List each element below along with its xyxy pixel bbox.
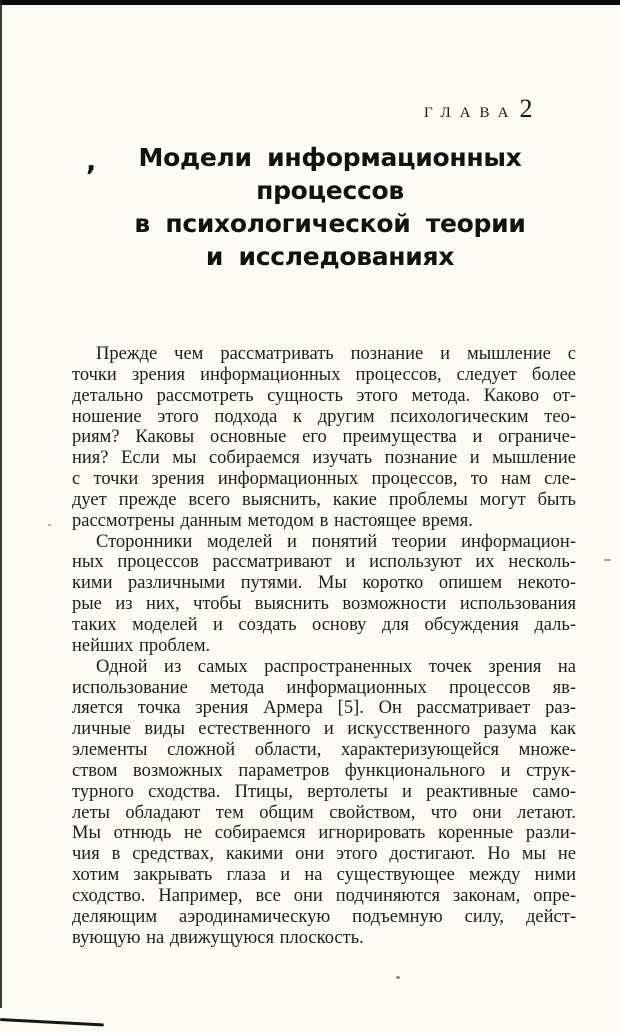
ink-speck	[48, 524, 51, 526]
paragraph	[72, 344, 576, 532]
body-line: турного сходства. Птицы, вертолеты и реактивные само-	[72, 781, 576, 802]
chapter-number: 2	[519, 94, 533, 123]
chapter-title-line: в психологической теории	[134, 209, 526, 238]
margin-comma-mark: ,	[86, 146, 97, 177]
body-line: кими различными путями. Мы коротко опишем некото-	[72, 573, 576, 594]
chapter-title-line: и исследованиях	[205, 242, 455, 271]
body-line: леты обладают тем общим свойством, что они летают.	[72, 802, 576, 823]
ink-speck	[604, 559, 611, 561]
body-line: Прежде чем рассматривать познание и мышление с	[96, 344, 576, 364]
body-line: личные виды естественного и искусственного разума как	[72, 719, 576, 740]
body-line: дует прежде всего выяснить, какие проблемы могут быть	[72, 489, 576, 510]
body-line: хотим закрывать глаза и на существующее между ними	[72, 865, 576, 886]
body-line: использование метода информационных процессов яв-	[72, 677, 576, 698]
body-line: деляющим аэродинамическую подъемную силу, дейст-	[72, 906, 576, 927]
chapter-title-line: Модели информационных процессов	[138, 143, 522, 205]
body-line: ством возможных параметров функционального и струк-	[72, 760, 576, 781]
paragraph	[72, 657, 576, 949]
chapter-label: ГЛАВА	[424, 105, 518, 121]
body-line: ных процессов рассматривают и используют их несколь-	[72, 552, 576, 573]
body-line: рассмотрены данным методом в настоящее время.	[72, 510, 473, 531]
scan-left-edge	[0, 0, 2, 1008]
body-line: риям? Каковы основные его преимущества и ограниче-	[72, 427, 576, 448]
body-line: сходство. Например, все они подчиняются законам, опре-	[72, 885, 576, 906]
body-line: ния? Если мы собираемся изучать познание и мышление	[72, 448, 576, 469]
paragraph	[72, 532, 576, 657]
scan-top-edge	[0, 0, 620, 5]
body-line: рые из них, чтобы выяснить возможности использования	[72, 594, 576, 615]
body-line: Сторонники моделей и понятий теории информацион-	[96, 531, 576, 552]
body-line: элементы сложной области, характеризующейся множе-	[72, 740, 576, 761]
body-line: детально рассмотреть сущность этого метода. Каково от-	[72, 385, 576, 406]
body-line: ляется точка зрения Армера [5]. Он рассматривает раз-	[72, 698, 576, 719]
body-line: с точки зрения информационных процессов, то нам сле-	[72, 469, 576, 490]
body-line: чия в средствах, какими они этого достигают. Но мы не	[72, 844, 576, 865]
body-line: точки зрения информационных процессов, следует более	[72, 364, 576, 385]
body-line: Мы отнюдь не собираемся игнорировать коренные разли-	[72, 823, 576, 844]
body-line: нейших проблем.	[72, 635, 211, 656]
body-text	[72, 344, 576, 948]
body-line: ношение этого подхода к другим психологическим тео-	[72, 406, 576, 427]
body-line: Одной из самых распространенных точек зрения на	[96, 656, 576, 677]
chapter-heading	[424, 94, 532, 124]
scan-bottom-corner-mark	[0, 1018, 104, 1026]
ink-speck	[396, 976, 400, 979]
body-line: вующую на движущуюся плоскость.	[72, 927, 364, 948]
body-line: таких моделей и создать основу для обсуждения даль-	[72, 614, 576, 635]
chapter-title	[70, 141, 590, 273]
